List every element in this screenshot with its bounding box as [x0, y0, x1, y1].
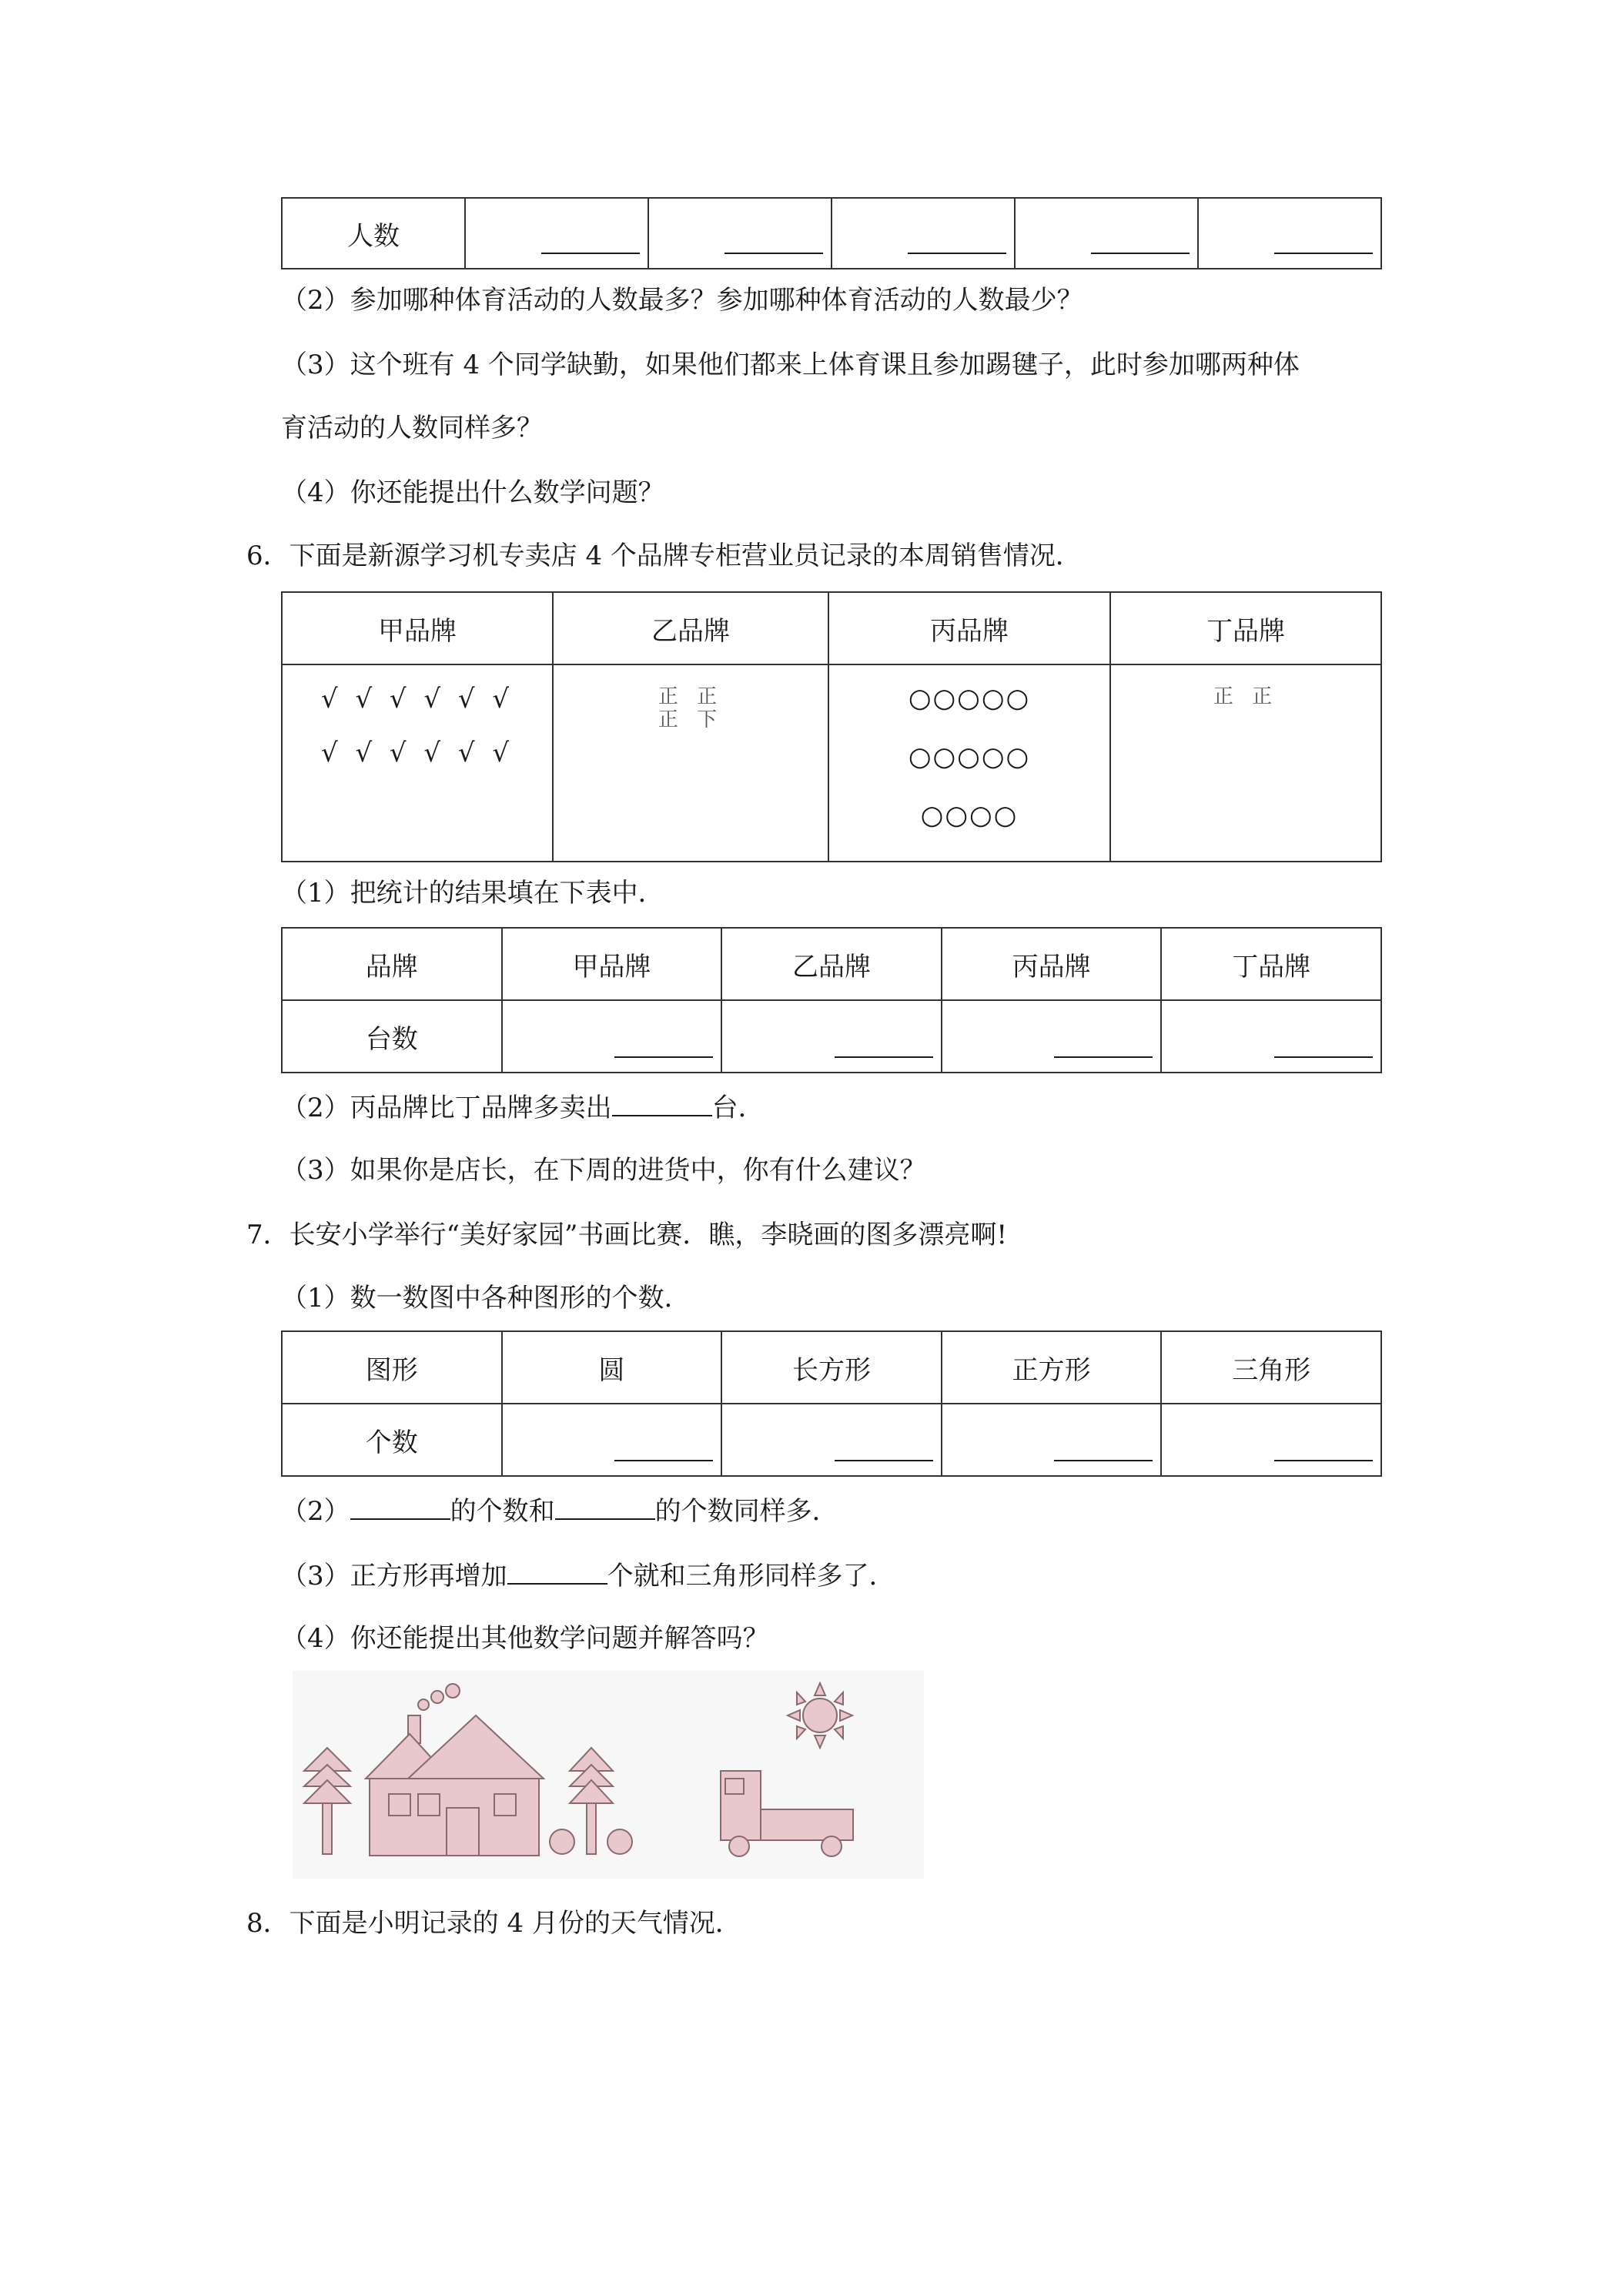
header-jia: 甲品牌 [282, 592, 553, 664]
blank-cell[interactable] [1198, 198, 1381, 269]
header-brand: 品牌 [282, 928, 502, 1000]
q6-sub2: （2）丙品牌比丁品牌多卖出 台． [281, 1089, 765, 1125]
circle-shape [550, 1829, 574, 1854]
q6-title: 6．下面是新源学习机专卖店 4 个品牌专柜营业员记录的本周销售情况． [246, 541, 1082, 571]
square-shape [418, 1794, 440, 1816]
q5-sub2: （2）参加哪种体育活动的人数最多？参加哪种体育活动的人数最少？ [281, 285, 1083, 316]
rectangle-shape [323, 1803, 332, 1854]
square-shape [389, 1794, 410, 1816]
blank-cell[interactable] [1161, 1000, 1381, 1073]
tally-row: 正 正 [658, 685, 724, 708]
blank-cell[interactable] [648, 198, 832, 269]
q5-sub3-line1: （3）这个班有 4 个同学缺勤，如果他们都来上体育课且参加踢毽子，此时参加哪两种体 [281, 350, 1300, 380]
row-label-count: 个数 [282, 1404, 502, 1476]
blank-cell[interactable] [832, 198, 1015, 269]
header-triangle: 三角形 [1161, 1331, 1381, 1404]
circle-row: ○○○○○ [908, 683, 1031, 714]
jia-marks [282, 664, 553, 862]
circle-shape [418, 1699, 429, 1710]
header-yi: 乙品牌 [553, 592, 828, 664]
answer-blank[interactable] [612, 1089, 712, 1116]
square-shape [725, 1779, 744, 1794]
row-label-people: 人数 [282, 198, 465, 269]
blank-cell[interactable] [1161, 1404, 1381, 1476]
bing-marks [828, 664, 1110, 862]
header-rectangle: 长方形 [721, 1331, 942, 1404]
q7-shape-table [281, 1330, 1382, 1477]
circle-shape [822, 1836, 842, 1856]
q7-title: 7．长安小学举行“美好家园”书画比赛．瞧，李晓画的图多漂亮啊! [246, 1220, 1008, 1250]
circle-shape [446, 1684, 460, 1698]
header-ding: 丁品牌 [1110, 592, 1381, 664]
q6-sub1: （1）把统计的结果填在下表中． [281, 878, 664, 909]
q5-sub3-line2: 育活动的人数同样多？ [281, 413, 543, 443]
rectangle-shape [447, 1808, 479, 1856]
sun [788, 1683, 852, 1748]
header-jia: 甲品牌 [502, 928, 722, 1000]
top-count-table [281, 197, 1382, 269]
ding-marks [1110, 664, 1381, 862]
circle-shape [729, 1836, 749, 1856]
blank-cell[interactable] [465, 198, 648, 269]
circle-shape [607, 1829, 632, 1854]
header-square: 正方形 [942, 1331, 1162, 1404]
header-bing: 丙品牌 [942, 928, 1162, 1000]
q8-title: 8．下面是小明记录的 4 月份的天气情况． [246, 1908, 741, 1939]
answer-blank[interactable] [350, 1492, 450, 1520]
header-circle: 圆 [502, 1331, 722, 1404]
yi-marks [553, 664, 828, 862]
blank-cell[interactable] [502, 1000, 722, 1073]
header-shape: 图形 [282, 1331, 502, 1404]
tally-row: 正 下 [658, 708, 724, 731]
check-row: √ √ √ √ √ √ [320, 738, 514, 768]
q6-record-table [281, 591, 1382, 862]
answer-blank[interactable] [507, 1557, 607, 1585]
header-yi: 乙品牌 [721, 928, 942, 1000]
circle-row: ○○○○○ [908, 741, 1031, 772]
header-bing: 丙品牌 [828, 592, 1110, 664]
row-label-units: 台数 [282, 1000, 502, 1073]
circle-shape [431, 1691, 443, 1703]
blank-cell[interactable] [721, 1000, 942, 1073]
circle-shape [803, 1699, 837, 1732]
blank-cell[interactable] [1015, 198, 1198, 269]
house-drawing [293, 1671, 924, 1879]
q7-sub3: （3）正方形再增加 个就和三角形同样多了． [281, 1557, 895, 1593]
check-row: √ √ √ √ √ √ [320, 684, 514, 715]
q7-sub1: （1）数一数图中各种图形的个数． [281, 1283, 691, 1314]
rectangle-shape [761, 1809, 853, 1840]
blank-cell[interactable] [721, 1404, 942, 1476]
circle-row: ○○○○ [920, 800, 1019, 831]
header-ding: 丁品牌 [1161, 928, 1381, 1000]
tally-row: 正 正 [1213, 685, 1279, 708]
q6-sub3: （3）如果你是店长，在下周的进货中，你有什么建议？ [281, 1155, 926, 1186]
blank-cell[interactable] [502, 1404, 722, 1476]
q7-sub4: （4）你还能提出其他数学问题并解答吗？ [281, 1623, 769, 1654]
rectangle-shape [587, 1803, 596, 1854]
blank-cell[interactable] [942, 1404, 1162, 1476]
square-shape [494, 1794, 516, 1816]
q6-result-table [281, 927, 1382, 1073]
answer-blank[interactable] [555, 1492, 655, 1520]
blank-cell[interactable] [942, 1000, 1162, 1073]
q5-sub4: （4）你还能提出什么数学问题？ [281, 477, 664, 508]
q7-sub2: （2） 的个数和 的个数同样多． [281, 1492, 838, 1528]
